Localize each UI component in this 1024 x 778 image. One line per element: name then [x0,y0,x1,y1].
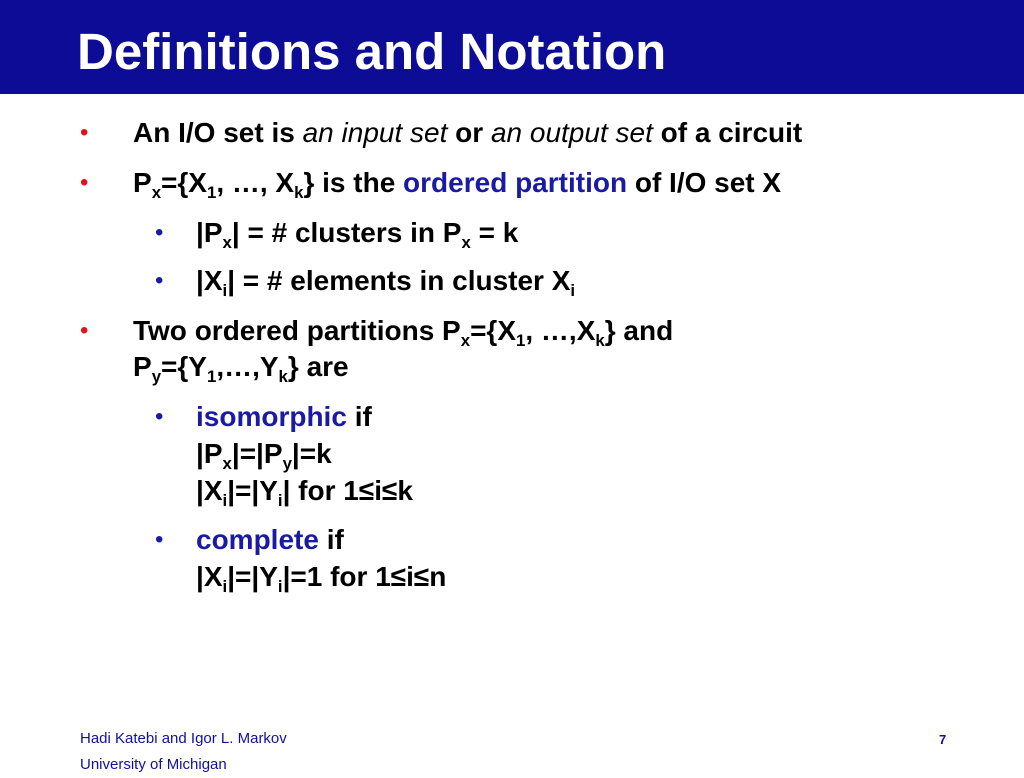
bullet-io-set: An I/O set is an input set or an output set of a circuit [133,117,803,148]
bullet-two-partitions-line1: Two ordered partitions $P_x=\{X_1$, $\dots,X_k$} and [133,315,674,350]
page-number: 7 [939,732,947,747]
sub-bullet-cluster-size: $|X_i|$ = # elements in cluster $X_i$ [196,265,576,300]
sub-bullet-dot: • [155,219,164,246]
sub-bullet-dot: • [155,403,164,430]
bullet-dot: • [80,119,89,146]
bullet-ordered-partition: $P_x=\{X_1$, …, $X_k$} is the ordered partition of I/O set X [133,167,782,202]
term-ordered-partition: ordered partition [403,167,628,198]
sub-bullet-isomorphic-line1: isomorphic if [196,401,372,432]
sub-bullet-complete-line2: $|X_i|=|Y_i|=1$ for 1≤i≤n [196,561,447,596]
sub-bullet-dot: • [155,267,164,294]
bullet-dot: • [80,317,89,344]
sub-bullet-isomorphic-line3: $|X_i|=|Y_i|$ for 1≤i≤k [196,475,413,510]
sub-bullet-dot: • [155,526,164,553]
term-isomorphic: isomorphic [196,401,347,432]
slide-title: Definitions and Notation [77,23,667,80]
footer-affiliation: University of Michigan [80,756,227,773]
footer-authors: Hadi Katebi and Igor L. Markov [80,730,287,747]
sub-bullet-isomorphic-line2: $|P_x|=|P_y|=k$ [196,438,332,473]
bullet-two-partitions-line2: $P_y=\{Y_1,\dots,Y_k\}$ are [133,351,349,386]
sub-bullet-complete-line1: complete if [196,524,344,555]
sub-bullet-cluster-count: $|P_x|$ = # clusters in $P_x = k$ [196,217,519,252]
title-bar [0,0,1024,94]
footer [80,726,287,778]
bullet-dot: • [80,169,89,196]
term-complete: complete [196,524,319,555]
